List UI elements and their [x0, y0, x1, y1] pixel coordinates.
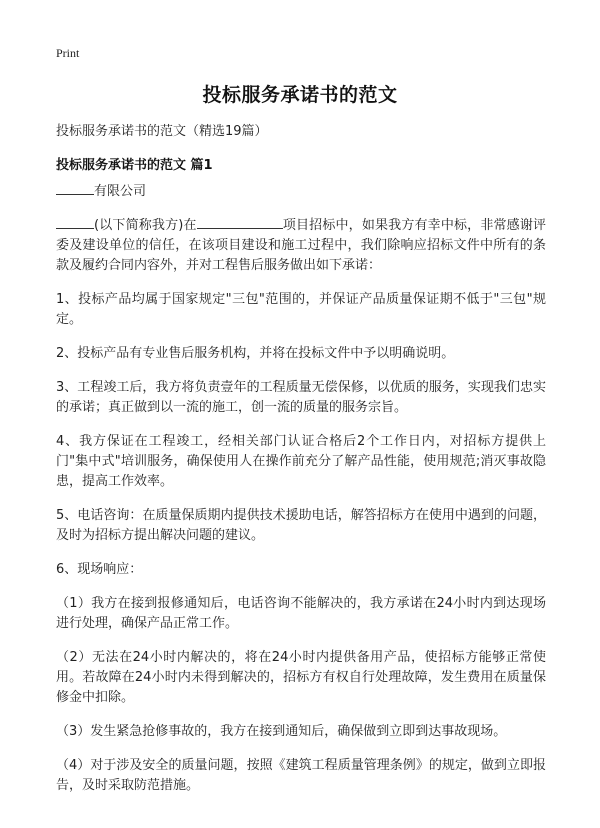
- list-item: 2、投标产品有专业售后服务机构，并将在投标文件中予以明确说明。: [56, 346, 455, 361]
- intro-part2: 项目招标中，如果我方有幸中标，非常感谢评委及建设单位的信任，在该项目建设和施工过程中，我们除响应招标文件中所有的条款及履约合同内容外，并对工程售后服务做出如下承诺：: [56, 218, 546, 273]
- list-item: 1、投标产品均属于国家规定"三包"范围的，并保证产品质量保证期不低于"三包"规定。: [56, 292, 546, 327]
- intro-paragraph: [56, 214, 546, 276]
- blank-field: [56, 180, 94, 195]
- blank-field: [197, 214, 283, 229]
- document-subtitle: 投标服务承诺书的范文（精选19篇）: [56, 124, 268, 139]
- list-item: （2）无法在24小时内解决的，将在24小时内提供备用产品，使招标方能够正常使用。若故障在24小时内未得到解决的，招标方有权自行处理故障，发生费用在质量保修金中扣除。: [56, 650, 546, 705]
- list-item: 4、我方保证在工程竣工，经相关部门认证合格后2个工作日内，对招标方提供上门"集中式"培训服务，确保使用人在操作前充分了解产品性能，使用规范;消灭事故隐患，提高工作效率。: [56, 434, 546, 489]
- company-suffix: 有限公司: [94, 184, 147, 199]
- document-body: [56, 180, 546, 810]
- list-item: 5、电话咨询：在质量保质期内提供技术援助电话，解答招标方在使用中遇到的问题，及时为招标方提出解决问题的建议。: [56, 508, 546, 543]
- list-item: 6、现场响应：: [56, 562, 143, 577]
- list-item: （3）发生紧急抢修事故的，我方在接到通知后，确保做到立即到达事故现场。: [56, 724, 507, 739]
- company-line: [56, 180, 546, 202]
- section-heading: 投标服务承诺书的范文 篇1: [56, 158, 213, 173]
- blank-field: [56, 214, 94, 229]
- intro-part1: (以下简称我方)在: [94, 218, 197, 233]
- page-title: 投标服务承诺书的范文: [202, 84, 398, 106]
- list-item: （1）我方在接到报修通知后，电话咨询不能解决的，我方承诺在24小时内到达现场进行处理，确保产品正常工作。: [56, 596, 546, 631]
- print-link[interactable]: Print: [56, 46, 80, 60]
- list-item: 3、工程竣工后，我方将负责壹年的工程质量无偿保修，以优质的服务，实现我们忠实的承诺；真正做到以一流的施工，创一流的质量的服务宗旨。: [56, 380, 546, 415]
- list-item: （4）对于涉及安全的质量问题，按照《建筑工程质量管理条例》的规定，做到立即报告，及时采取防范措施。: [56, 758, 546, 793]
